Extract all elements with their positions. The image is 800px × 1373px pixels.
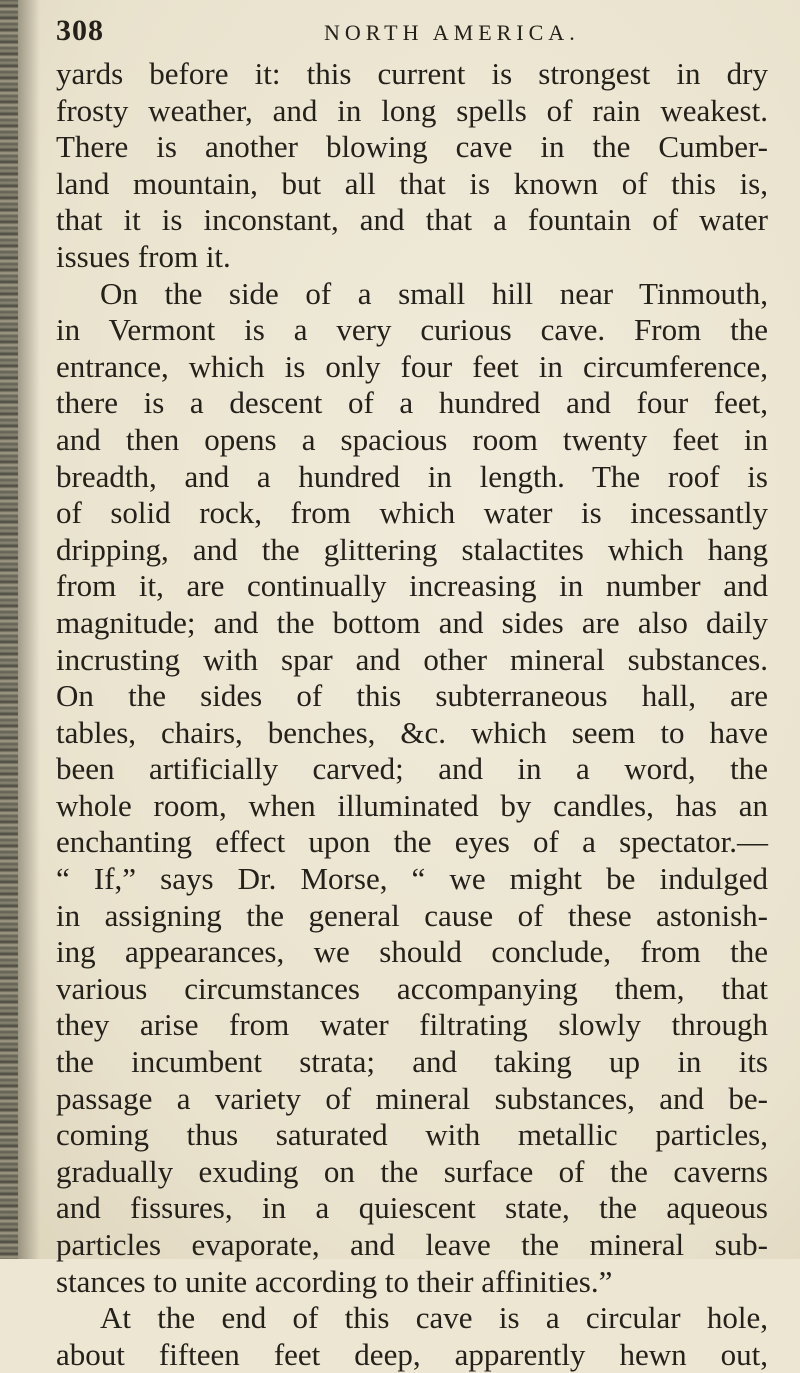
text-line: whole room, when illuminated by candles, has an (56, 787, 768, 823)
gutter-shadow (18, 0, 40, 1259)
text-line: land mountain, but all that is known of this is, (56, 165, 768, 201)
text-line: ing appearances, we should conclude, from the (56, 934, 768, 970)
text-line: stances to unite according to their affinities.” (56, 1263, 613, 1299)
text-line: there is a descent of a hundred and four feet, (56, 385, 768, 421)
text-line: passage a variety of mineral substances, and be- (56, 1080, 768, 1116)
text-line: of solid rock, from which water is incessantly (56, 495, 768, 531)
text-line: dripping, and the glittering stalactites which hang (56, 531, 768, 567)
text-line: in Vermont is a very curious cave. From the (56, 312, 768, 348)
text-line: yards before it: this current is strongest in dry (56, 56, 768, 91)
text-line: the incumbent strata; and taking up in its (56, 1044, 768, 1080)
body-text (56, 56, 768, 1373)
text-line: in assigning the general cause of these astonish- (56, 897, 768, 933)
text-line: On the side of a small hill near Tinmouth, (100, 275, 768, 311)
text-line: At the end of this cave is a circular hole, (100, 1300, 768, 1336)
page-number: 308 (56, 14, 104, 47)
text-line: enchanting effect upon the eyes of a spectator.— (56, 824, 768, 860)
text-line: various circumstances accompanying them, that (56, 970, 768, 1006)
text-line: frosty weather, and in long spells of rain weakest. (56, 92, 768, 128)
text-line: that it is inconstant, and that a fountain of water (56, 202, 768, 238)
text-line: tables, chairs, benches, &c. which seem to have (56, 714, 768, 750)
text-line: breadth, and a hundred in length. The roof is (56, 458, 768, 494)
text-line: On the sides of this subterraneous hall, are (56, 678, 768, 714)
book-binding-edge (0, 0, 18, 1259)
text-line: issues from it. (56, 238, 231, 274)
text-line: magnitude; and the bottom and sides are also daily (56, 604, 768, 640)
text-line: about fifteen feet deep, apparently hewn out, (56, 1336, 768, 1372)
text-line: they arise from water filtrating slowly through (56, 1007, 768, 1043)
text-line: from it, are continually increasing in number and (56, 568, 768, 604)
text-line: gradually exuding on the surface of the caverns (56, 1153, 768, 1189)
page-header (40, 14, 780, 54)
text-line: There is another blowing cave in the Cumber- (56, 129, 768, 165)
text-line: and then opens a spacious room twenty feet in (56, 421, 768, 457)
text-line: incrusting with spar and other mineral substances. (56, 641, 768, 677)
running-head: NORTH AMERICA. (324, 20, 580, 45)
text-line: and fissures, in a quiescent state, the aqueous (56, 1190, 768, 1226)
text-line: “ If,” says Dr. Morse, “ we might be indulged (56, 861, 768, 897)
text-line: been artificially carved; and in a word, the (56, 751, 768, 787)
text-line: coming thus saturated with metallic particles, (56, 1117, 768, 1153)
text-line: particles evaporate, and leave the mineral sub- (56, 1227, 768, 1262)
text-line: entrance, which is only four feet in circumference, (56, 348, 768, 384)
